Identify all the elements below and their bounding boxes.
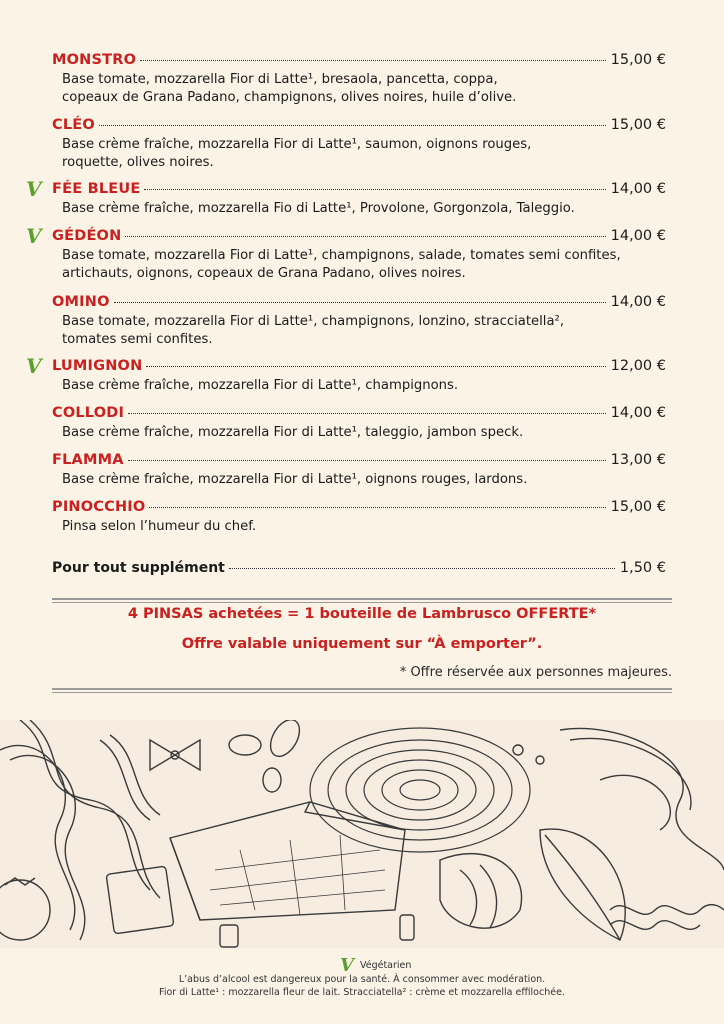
menu-item-description: tomates semi confites. — [62, 332, 213, 347]
offer-note: * Offre réservée aux personnes majeures. — [399, 665, 672, 680]
menu-item-description: Base crème fraîche, mozzarella Fior di Latte¹, saumon, oignons rouges, — [62, 137, 532, 152]
menu-item-description: Base tomate, mozzarella Fior di Latte¹, champignons, salade, tomates semi confites, — [62, 248, 621, 263]
menu-item-price: 14,00 € — [610, 181, 666, 197]
menu-item-name: CLÉO — [52, 117, 95, 133]
pasta-cheese-sketch — [0, 720, 724, 948]
offer-line-2: Offre valable uniquement sur “À emporter”. — [181, 636, 543, 652]
menu-item-price: 15,00 € — [610, 499, 666, 515]
menu-item-name: COLLODI — [52, 405, 125, 421]
vegetarian-label: Végétarien — [359, 960, 412, 971]
menu-item-description: Pinsa selon l’humeur du chef. — [62, 519, 257, 534]
menu-item-price: 12,00 € — [610, 358, 666, 374]
menu-item-name: FLAMMA — [52, 452, 124, 468]
menu-item-name: LUMIGNON — [52, 358, 143, 374]
menu-item-price: 15,00 € — [610, 52, 666, 68]
menu-item-price: 14,00 € — [610, 228, 666, 244]
menu-item-price: 14,00 € — [610, 294, 666, 310]
menu-item-description: Base crème fraîche, mozzarella Fior di Latte¹, champignons. — [62, 378, 459, 393]
leader-dots — [146, 366, 605, 367]
leader-dots — [140, 60, 606, 61]
leader-dots — [125, 236, 605, 237]
supplement-label: Pour tout supplément — [52, 560, 225, 576]
divider-bottom — [52, 688, 672, 690]
menu-item-price: 15,00 € — [610, 117, 666, 133]
supplement-price: 1,50 € — [619, 560, 666, 576]
supplement-leader-dots — [229, 568, 615, 569]
divider-top — [52, 598, 672, 600]
offer-line-1: 4 PINSAS achetées = 1 bouteille de Lambrusco OFFERTE* — [127, 606, 597, 622]
menu-item-description: copeaux de Grana Padano, champignons, olives noires, huile d’olive. — [62, 90, 517, 105]
leader-dots — [144, 189, 605, 190]
leader-dots — [128, 413, 606, 414]
menu-item-description: Base tomate, mozzarella Fior di Latte¹, champignons, lonzino, stracciatella², — [62, 314, 565, 329]
menu-item-description: Base crème fraîche, mozzarella Fio di Latte¹, Provolone, Gorgonzola, Taleggio. — [62, 201, 575, 216]
menu-item-price: 13,00 € — [610, 452, 666, 468]
menu-item-description: artichauts, oignons, copeaux de Grana Padano, olives noires. — [62, 266, 466, 281]
vegetarian-legend — [340, 955, 411, 976]
alcohol-warning: L’abus d’alcool est dangereux pour la santé. À consommer avec modération. — [178, 974, 546, 985]
vegetarian-icon: V — [26, 177, 42, 201]
vegetarian-icon: V — [26, 224, 42, 248]
menu-item-name: OMINO — [52, 294, 110, 310]
ingredient-glossary: Fior di Latte¹ : mozzarella fleur de lait. Stracciatella² : crème et mozzarella effilochée. — [159, 987, 565, 998]
menu-item-name: MONSTRO — [52, 52, 137, 68]
vegetarian-icon: V — [340, 955, 354, 976]
leader-dots — [128, 460, 606, 461]
menu-item-price: 14,00 € — [610, 405, 666, 421]
menu-item-description: Base crème fraîche, mozzarella Fior di Latte¹, taleggio, jambon speck. — [62, 425, 524, 440]
menu-item-name: GÉDÉON — [52, 228, 122, 244]
menu-item-description: Base tomate, mozzarella Fior di Latte¹, bresaola, pancetta, coppa, — [62, 72, 498, 87]
leader-dots — [99, 125, 606, 126]
menu-item-name: FÉE BLEUE — [52, 181, 141, 197]
menu-item-description: Base crème fraîche, mozzarella Fior di Latte¹, oignons rouges, lardons. — [62, 472, 528, 487]
leader-dots — [149, 507, 605, 508]
menu-item-description: roquette, olives noires. — [62, 155, 214, 170]
leader-dots — [114, 302, 606, 303]
vegetarian-icon: V — [26, 354, 42, 378]
food-illustration — [0, 720, 724, 948]
menu-item-name: PINOCCHIO — [52, 499, 146, 515]
